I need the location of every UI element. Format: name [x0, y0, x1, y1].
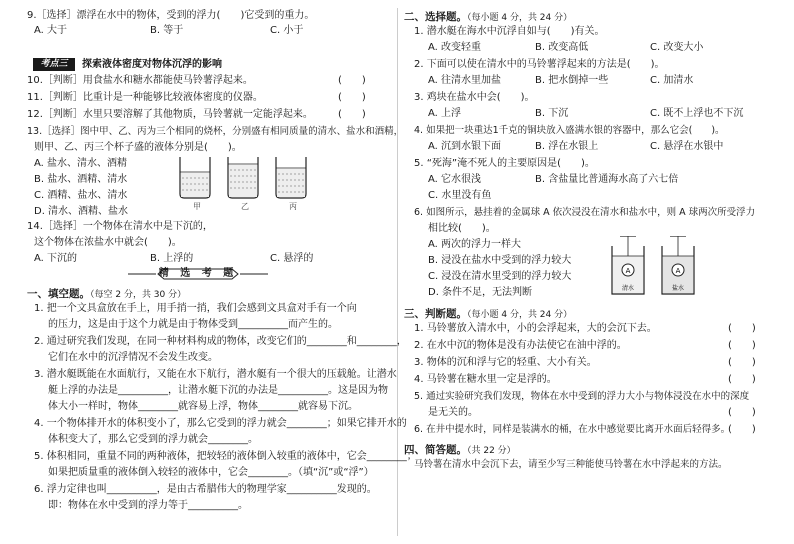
c3-option-a: A. 上浮 [428, 108, 462, 119]
fill-3-line2: 艇上浮的办法是__________，让潜水艇下沉的办法是__________。这是因为物 [48, 385, 388, 396]
question-14-line2: 这个物体在浓盐水中就会( )。 [34, 237, 182, 248]
fill-6-line1: 6. 浮力定律也叫__________，是由古希腊伟大的物理学家__________发现的。 [34, 484, 377, 495]
section-banner [128, 266, 268, 282]
judge-3: 3. 物体的沉和浮与它的轻重、大小有关。 [414, 357, 597, 368]
judge-6-paren: ( ) [728, 424, 756, 435]
q9-option-b: B. 等于 [150, 25, 184, 36]
beakers-figure [170, 152, 320, 202]
judge-3-paren: ( ) [728, 357, 756, 368]
topic-title: 探索液体密度对物体沉浮的影响 [82, 59, 222, 70]
fill-section-label: 一、填空题。 [27, 288, 90, 300]
short-answer-section-title [404, 442, 516, 457]
c2-option-b: B. 把水倒掉一些 [535, 75, 609, 86]
choice-section-label: 二、选择题。 [404, 11, 467, 23]
c3-option-b: B. 下沉 [535, 108, 569, 119]
ball-label-left: A [625, 267, 631, 275]
question-14-line1: 14.［选择］一个物体在清水中是下沉的， [27, 221, 213, 232]
q9-option-c: C. 小于 [270, 25, 304, 36]
fill-section-title [27, 286, 186, 301]
c6-option-d: D. 条件不足，无法判断 [428, 287, 533, 298]
judge-1: 1. 马铃薯放入清水中，小的会浮起来，大的会沉下去。 [414, 323, 657, 334]
judge-1-paren: ( ) [728, 323, 756, 334]
q13-option-a: A. 盐水、清水、酒精 [34, 158, 128, 169]
short-answer-section-label: 四、简答题。 [404, 444, 467, 456]
c6-option-a: A. 两次的浮力一样大 [428, 239, 522, 250]
choice-2: 2. 下面可以使在清水中的马铃薯浮起来的方法是( )。 [414, 59, 665, 70]
judge-section-title [404, 306, 572, 321]
topic-badge: 考点三 [33, 58, 75, 71]
c4-option-c: C. 悬浮在水银中 [650, 141, 724, 152]
judge-4-paren: ( ) [728, 374, 756, 385]
choice-4: 4. 如果把一块重达1千克的铜块放入盛满水银的容器中，那么它会( )。 [414, 125, 725, 136]
choice-5: 5. “死海”淹不死人的主要原因是( )。 [414, 158, 595, 169]
short-answer-1: 马铃薯在清水中会沉下去，请至少写三种能使马铃薯在水中浮起来的方法。 [414, 459, 728, 470]
c2-option-c: C. 加清水 [650, 75, 694, 86]
c5-option-a: A. 它水很浅 [428, 174, 482, 185]
c1-option-c: C. 改变大小 [650, 42, 704, 53]
fill-2-line2: 它们在水中的沉浮情况不会发生改变。 [48, 352, 218, 363]
judge-5-paren: ( ) [728, 407, 756, 418]
fill-4-line2: 体积变大了，那么它受到的浮力就会________。 [48, 434, 258, 445]
judge-6: 6. 在井中提水时，同样是装满水的桶，在水中感觉要比离开水面后轻得多。 [414, 424, 731, 435]
fill-3-line3: 体大小一样时，物体________就容易上浮，物体________就容易下沉。 [48, 401, 358, 412]
choice-1: 1. 潜水艇在海水中沉浮自如与( )有关。 [414, 26, 605, 37]
c2-option-a: A. 往清水里加盐 [428, 75, 502, 86]
judge-2: 2. 在水中沉的物体是没有办法使它在油中浮的。 [414, 340, 627, 351]
judge-5-line2: 是无关的。 [428, 407, 478, 418]
c3-option-c: C. 既不上浮也不下沉 [650, 108, 744, 119]
fill-section-score: （每空 2 分，共 30 分） [90, 290, 187, 300]
fill-1-line1: 1. 把一个文具盒放在手上，用手捎一捎，我们会感到文具盒对手有一个向 [34, 303, 357, 314]
fill-5-line1: 5. 体积相同，重量不同的两种液体，把较轻的液体倒入较重的液体中，它会________； [34, 451, 417, 462]
ball-label-right: A [675, 267, 681, 275]
short-answer-section-score: （共 22 分） [467, 446, 516, 456]
answer-paren-11: ( ) [338, 92, 366, 103]
q13-option-d: D. 清水、酒精、盐水 [34, 206, 129, 217]
choice-6-line2: 相比较( )。 [428, 223, 496, 234]
c5-option-b: B. 含盐量比普通海水高了六七倍 [535, 174, 679, 185]
question-12: 12.［判断］水里只要溶解了其他物质，马铃薯就一定能浮起来。 [27, 109, 313, 120]
q9-option-a: A. 大于 [34, 25, 68, 36]
c1-option-b: B. 改变高低 [535, 42, 589, 53]
choice-6-line1: 6. 如图所示，悬挂着的金属球 A 依次浸没在清水和盐水中，则 A 球两次所受浮力 [414, 207, 756, 218]
c4-option-b: B. 浮在水银上 [535, 141, 599, 152]
judge-section-label: 三、判断题。 [404, 308, 467, 320]
judge-5-line1: 5. 通过实验研究我们发现，物体在水中受到的浮力大小与物体浸没在水中的深度 [414, 391, 750, 402]
beaker-label-yi: 乙 [241, 202, 249, 211]
ball-immersion-figure [608, 236, 708, 302]
fill-6-line2: 即：物体在水中受到的浮力等于__________。 [48, 500, 248, 511]
q14-option-b: B. 上浮的 [150, 253, 194, 264]
c1-option-a: A. 改变轻重 [428, 42, 482, 53]
answer-paren-10: ( ) [338, 75, 366, 86]
c5-option-c: C. 水里没有鱼 [428, 190, 492, 201]
beaker-label-jia: 甲 [193, 202, 201, 211]
question-11: 11.［判断］比重计是一种能够比较液体密度的仪器。 [27, 92, 263, 103]
question-13-line1: 13.［选择］图中甲、乙、丙为三个相同的烧杯，分别盛有相同质量的清水、盐水和酒精， [27, 126, 404, 137]
judge-section-score: （每小题 4 分，共 24 分） [467, 310, 573, 320]
choice-section-title [404, 9, 572, 24]
judge-4: 4. 马铃薯在糖水里一定是浮的。 [414, 374, 557, 385]
answer-paren-12: ( ) [338, 109, 366, 120]
beaker-label-bing: 丙 [289, 202, 297, 211]
beaker-yi [228, 157, 258, 198]
q14-option-a: A. 下沉的 [34, 253, 78, 264]
banner-title: 精 选 考 题 [158, 268, 238, 279]
question-9: 9.［选择］漂浮在水中的物体，受到的浮力( )它受到的重力。 [27, 10, 315, 21]
fill-2-line1: 2. 通过研究我们发现，在同一种材料构成的物体，改变它们的________和________， [34, 336, 407, 347]
clear-water-label: 清水 [621, 285, 635, 292]
question-13-line2: 则甲、乙、丙三个杯子盛的液体分别是( )。 [34, 142, 242, 153]
question-10: 10.［判断］用食盐水和糖水都能使马铃薯浮起来。 [27, 75, 253, 86]
fill-4-line1: 4. 一个物体排开水的体积变小了，那么它受到的浮力就会________；如果它排开水的 [34, 418, 407, 429]
judge-2-paren: ( ) [728, 340, 756, 351]
fill-5-line2: 如果把质量重的液体倒入较轻的液体中，它会________。（填“沉”或“浮”） [48, 467, 374, 478]
c6-option-b: B. 浸没在盐水中受到的浮力较大 [428, 255, 572, 266]
choice-3: 3. 鸡块在盐水中会( )。 [414, 92, 535, 103]
q13-option-b: B. 盐水、酒精、清水 [34, 174, 128, 185]
c4-option-a: A. 沉到水银下面 [428, 141, 502, 152]
fill-3-line1: 3. 潜水艇既能在水面航行，又能在水下航行，潜水艇有一个很大的压载舱。让潜水 [34, 369, 397, 380]
beaker-jia [180, 157, 210, 198]
fill-1-line2: 的压力，这是由于这个力就是由于物体受到__________而产生的。 [48, 319, 338, 330]
q13-option-c: C. 酒精、盐水、清水 [34, 190, 128, 201]
beaker-bing [276, 157, 306, 198]
salt-water-label: 盐水 [671, 285, 685, 292]
q14-option-c: C. 悬浮的 [270, 253, 314, 264]
c6-option-c: C. 浸没在清水里受到的浮力较大 [428, 271, 572, 282]
choice-section-score: （每小题 4 分，共 24 分） [467, 13, 573, 23]
